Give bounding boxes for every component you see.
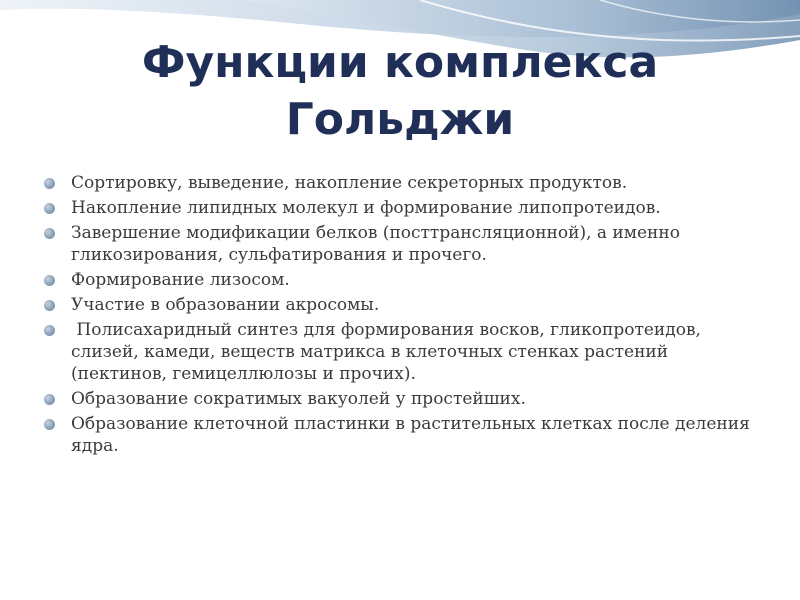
bullet-item	[43, 222, 763, 266]
bullet-item	[43, 413, 763, 457]
bullet-text: Образование сократимых вакуолей у простейших.	[71, 389, 526, 409]
bullet-text: Полисахаридный синтез для формирования восков, гликопротеидов, слизей, камеди, веществ матрикса в клеточных стенках растений (пектинов, гемицеллюлозы и прочих).	[71, 320, 707, 384]
slide-title-line-2: Гольджи	[285, 94, 515, 145]
slide-title	[0, 34, 800, 148]
bullet-dot-icon	[44, 275, 55, 286]
bullet-item	[43, 172, 763, 194]
bullet-text: Накопление липидных молекул и формирование липопротеидов.	[71, 198, 661, 218]
bullet-item	[43, 294, 763, 316]
bullet-item	[43, 388, 763, 410]
bullet-dot-icon	[44, 300, 55, 311]
bullet-text: Завершение модификации белков (посттрансляционной), а именно гликозирования, сульфатирования и прочего.	[71, 223, 680, 265]
bullet-text: Участие в образовании акросомы.	[71, 295, 380, 315]
bullet-dot-icon	[44, 228, 55, 239]
bullet-item	[43, 319, 763, 385]
bullet-dot-icon	[44, 178, 55, 189]
bullet-dot-icon	[44, 203, 55, 214]
bullet-text: Образование клеточной пластинки в растительных клетках после деления ядра.	[71, 414, 750, 456]
bullet-dot-icon	[44, 419, 55, 430]
bullet-item	[43, 197, 763, 219]
bullet-dot-icon	[44, 325, 55, 336]
bullet-dot-icon	[44, 394, 55, 405]
function-bullet-list	[43, 172, 763, 460]
bullet-text: Сортировку, выведение, накопление секреторных продуктов.	[71, 173, 628, 193]
bullet-text: Формирование лизосом.	[71, 270, 290, 290]
bullet-item	[43, 269, 763, 291]
slide-title-line-1: Функции комплекса	[141, 37, 659, 88]
